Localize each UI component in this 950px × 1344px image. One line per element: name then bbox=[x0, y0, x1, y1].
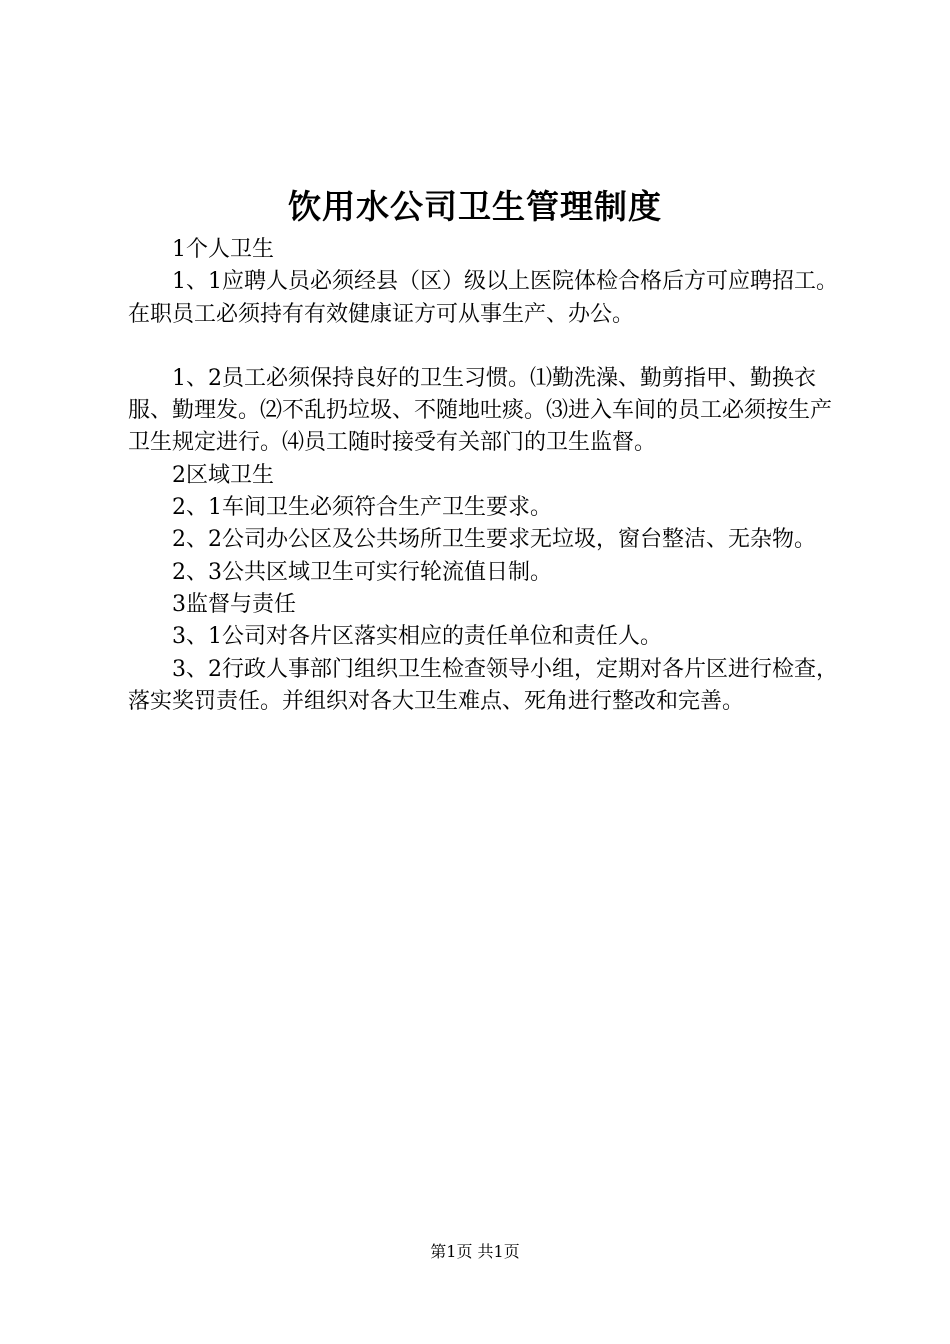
paragraph-1-1: 1、1应聘人员必须经县（区）级以上医院体检合格后方可应聘招工。在职员工必须持有有效健康证方可从事生产、办公。 bbox=[128, 269, 838, 327]
paragraph-3-2: 3、2行政人事部门组织卫生检查领导小组，定期对各片区进行检查，落实奖罚责任。并组织对各大卫生难点、死角进行整改和完善。 bbox=[128, 656, 838, 714]
paragraph-3-1: 3、1公司对各片区落实相应的责任单位和责任人。 bbox=[172, 624, 662, 650]
paragraph-1-2: 1、2员工必须保持良好的卫生习惯。⑴勤洗澡、勤剪指甲、勤换衣服、勤理发。⑵不乱扔垃圾、不随地吐痰。⑶进入车间的员工必须按生产卫生规定进行。⑷员工随时接受有关部门的卫生监督。 bbox=[128, 365, 833, 456]
page-number-footer: 第1页 共1页 bbox=[430, 1242, 520, 1261]
paragraph-2-3: 2、3公共区域卫生可实行轮流值日制。 bbox=[172, 559, 552, 585]
paragraph-2-2: 2、2公司办公区及公共场所卫生要求无垃圾，窗台整洁、无杂物。 bbox=[172, 527, 816, 553]
document-title: 饮用水公司卫生管理制度 bbox=[288, 187, 662, 226]
section-heading-supervision: 3监督与责任 bbox=[172, 591, 296, 617]
paragraph-2-1: 2、1车间卫生必须符合生产卫生要求。 bbox=[172, 495, 552, 521]
section-heading-area-hygiene: 2区域卫生 bbox=[172, 462, 274, 488]
section-heading-personal-hygiene: 1个人卫生 bbox=[172, 237, 274, 262]
document-body bbox=[128, 234, 848, 718]
